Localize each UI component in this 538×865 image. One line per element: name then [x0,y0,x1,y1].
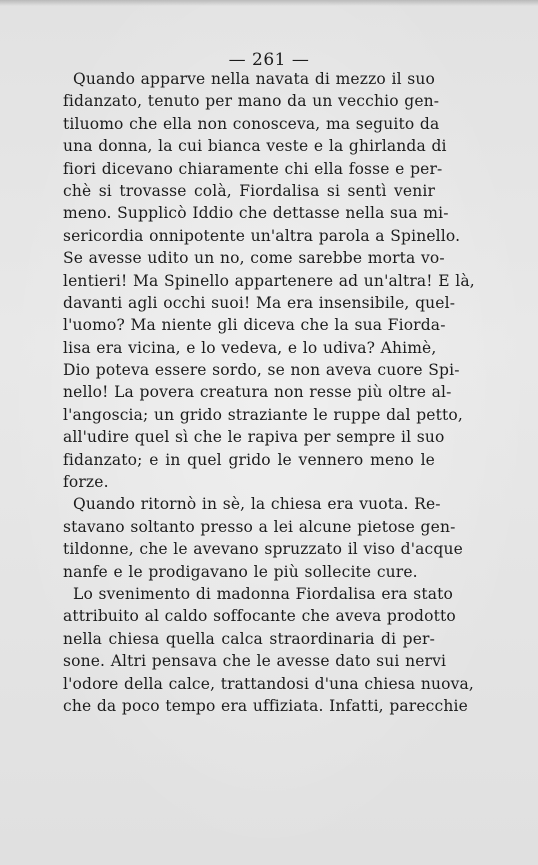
text-line: Quando apparve nella navata di mezzo il suo [73,70,435,88]
text-line: davanti agli occhi suoi! Ma era insensibile, quel- [63,293,456,312]
text-line: fidanzato, tenuto per mano da un vecchio gen- [63,92,440,111]
text-line: fidanzato; e in quel grido le vennero meno le [63,450,435,469]
text-line: una donna, la cui bianca veste e la ghirlanda di [63,137,447,156]
text-line: che da poco tempo era uffiziata. Infatti, parecchie [63,696,468,715]
text-line: fiori dicevano chiaramente chi ella fosse e per- [63,159,443,178]
text-line: tildonne, che le avevano spruzzato il viso d'acque [63,540,463,559]
page-number: — 261 — [228,50,310,70]
text-line: stavano soltanto presso a lei alcune pietose gen- [63,517,456,536]
text-line: Lo svenimento di madonna Fiordalisa era stato [73,584,453,603]
text-line: l'uomo? Ma niente gli diceva che la sua Fiorda- [63,316,446,335]
text-line: Dio poteva essere sordo, se non aveva cuore Spi- [63,361,460,380]
text-line: meno. Supplicò Iddio che dettasse nella sua mi- [63,204,449,223]
text-line: nanfe e le prodigavano le più sollecite cure. [63,562,418,581]
text-line: attribuito al caldo soffocante che aveva prodotto [63,607,456,626]
text-line: lentieri! Ma Spinello appartenere ad un'altra! E là, [63,271,475,290]
text-line: nella chiesa quella calca straordinaria di per- [63,629,435,648]
text-line: all'udire quel sì che le rapiva per sempre il suo [63,428,445,447]
text-line: chè si trovasse colà, Fiordalisa si sentì venir [63,181,435,200]
text-line: lisa era vicina, e lo vedeva, e lo udiva? Ahimè, [63,338,437,357]
text-line: Se avesse udito un no, come sarebbe morta vo- [63,249,445,268]
text-line: l'odore della calce, trattandosi d'una chiesa nuova, [63,674,474,693]
text-line: sericordia onnipotente un'altra parola a Spinello. [63,226,461,245]
text-line: sone. Altri pensava che le avesse dato sui nervi [63,652,447,671]
text-line: forze. [63,473,109,492]
body-text [63,68,475,717]
text-line: nello! La povera creatura non resse più oltre al- [63,383,452,402]
text-line: Quando ritornò in sè, la chiesa era vuota. Re- [73,495,441,514]
text-line: tiluomo che ella non conosceva, ma seguito da [63,114,440,133]
text-line: l'angoscia; un grido straziante le ruppe dal petto, [63,405,463,424]
